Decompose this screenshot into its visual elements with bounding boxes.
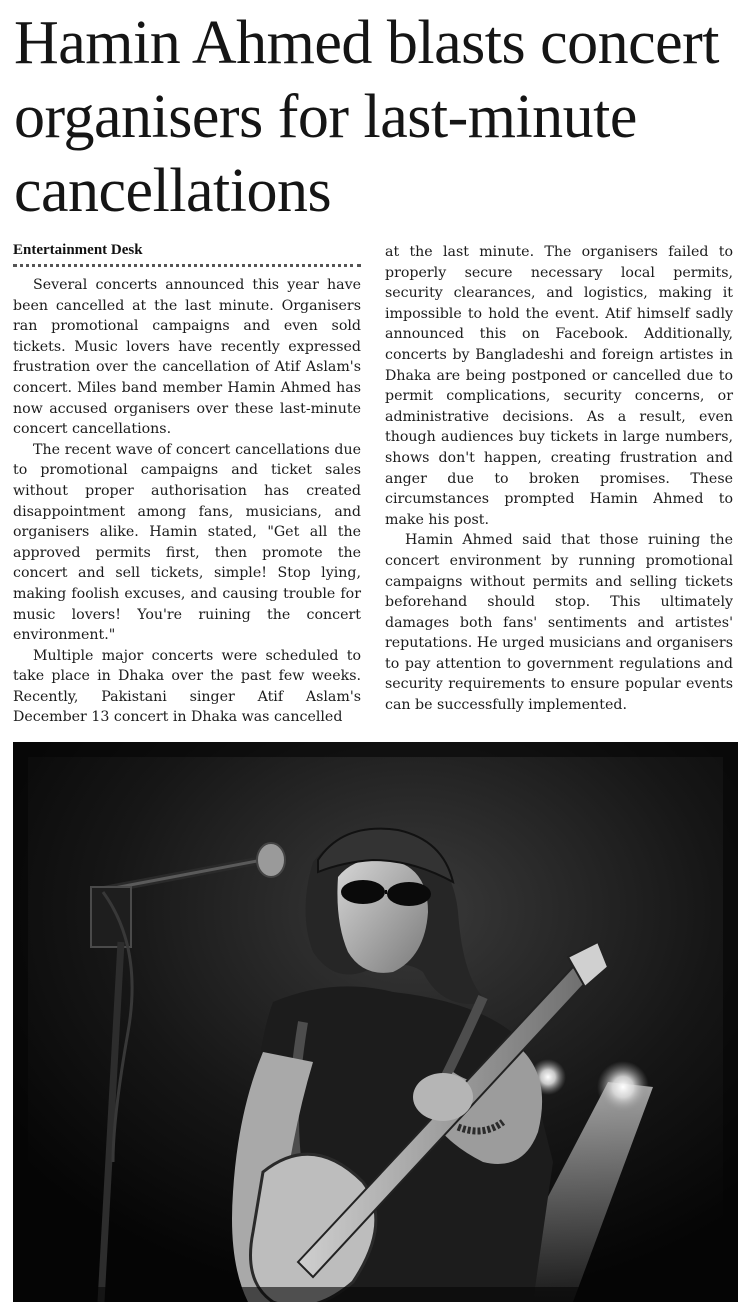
article-column-left xyxy=(13,240,361,728)
guitarist-illustration xyxy=(13,742,738,1302)
stage-light xyxy=(597,1061,649,1113)
byline: Entertainment Desk xyxy=(13,240,361,267)
headline: Hamin Ahmed blasts concert organisers for last-minute cancellations xyxy=(14,9,719,225)
paragraph-1: Several concerts announced this year have been cancelled at the last minute. Organisers ran promotional campaigns and even sold tickets. Music lovers have recently expressed frustration over the cancellation of Atif Aslam's concert. Miles band member Hamin Ahmed has now accused organisers over these last-minute concert cancellations. xyxy=(13,277,361,438)
concert-photo xyxy=(13,742,738,1302)
paragraph-4: Hamin Ahmed said that those ruining the concert environment by running promotional campaigns without permits and selling tickets beforehand should stop. This ultimately damages both fans' sentiments and artistes' reputations. He urged musicians and organisers to pay attention to government regulations and security requirements to ensure popular events can be successfully implemented. xyxy=(385,532,733,714)
paragraph-2: The recent wave of concert cancellations due to promotional campaigns and ticket sales without proper authorisation has created disappointment among fans, musicians, and organisers alike. Hamin stated, "Get all the approved permits first, then promote the concert and sell tickets, simple! Stop lying, making foolish excuses, and causing trouble for music lovers! You're ruining the concert environment." xyxy=(13,441,361,644)
performer-hand xyxy=(413,1073,473,1121)
microphone-icon xyxy=(257,843,285,877)
paragraph-3-continued: at the last minute. The organisers failed to properly secure necessary local permits, security clearances, and logistics, making it impossible to hold the event. Atif himself sadly announced this on Facebook. Additionally, concerts by Bangladeshi and foreign artistes in Dhaka are being postponed or cancelled due to permit complications, security concerns, or administrative decisions. As a result, even though audiences buy tickets in large numbers, shows don't happen, creating frustration and anger due to broken promises. These circumstances prompted Hamin Ahmed to make his post. xyxy=(385,244,733,528)
paragraph-3: Multiple major concerts were scheduled to take place in Dhaka over the past few weeks. Recently, Pakistani singer Atif Aslam's December 13 concert in Dhaka was cancelled xyxy=(13,647,361,726)
article-column-right xyxy=(385,242,733,716)
